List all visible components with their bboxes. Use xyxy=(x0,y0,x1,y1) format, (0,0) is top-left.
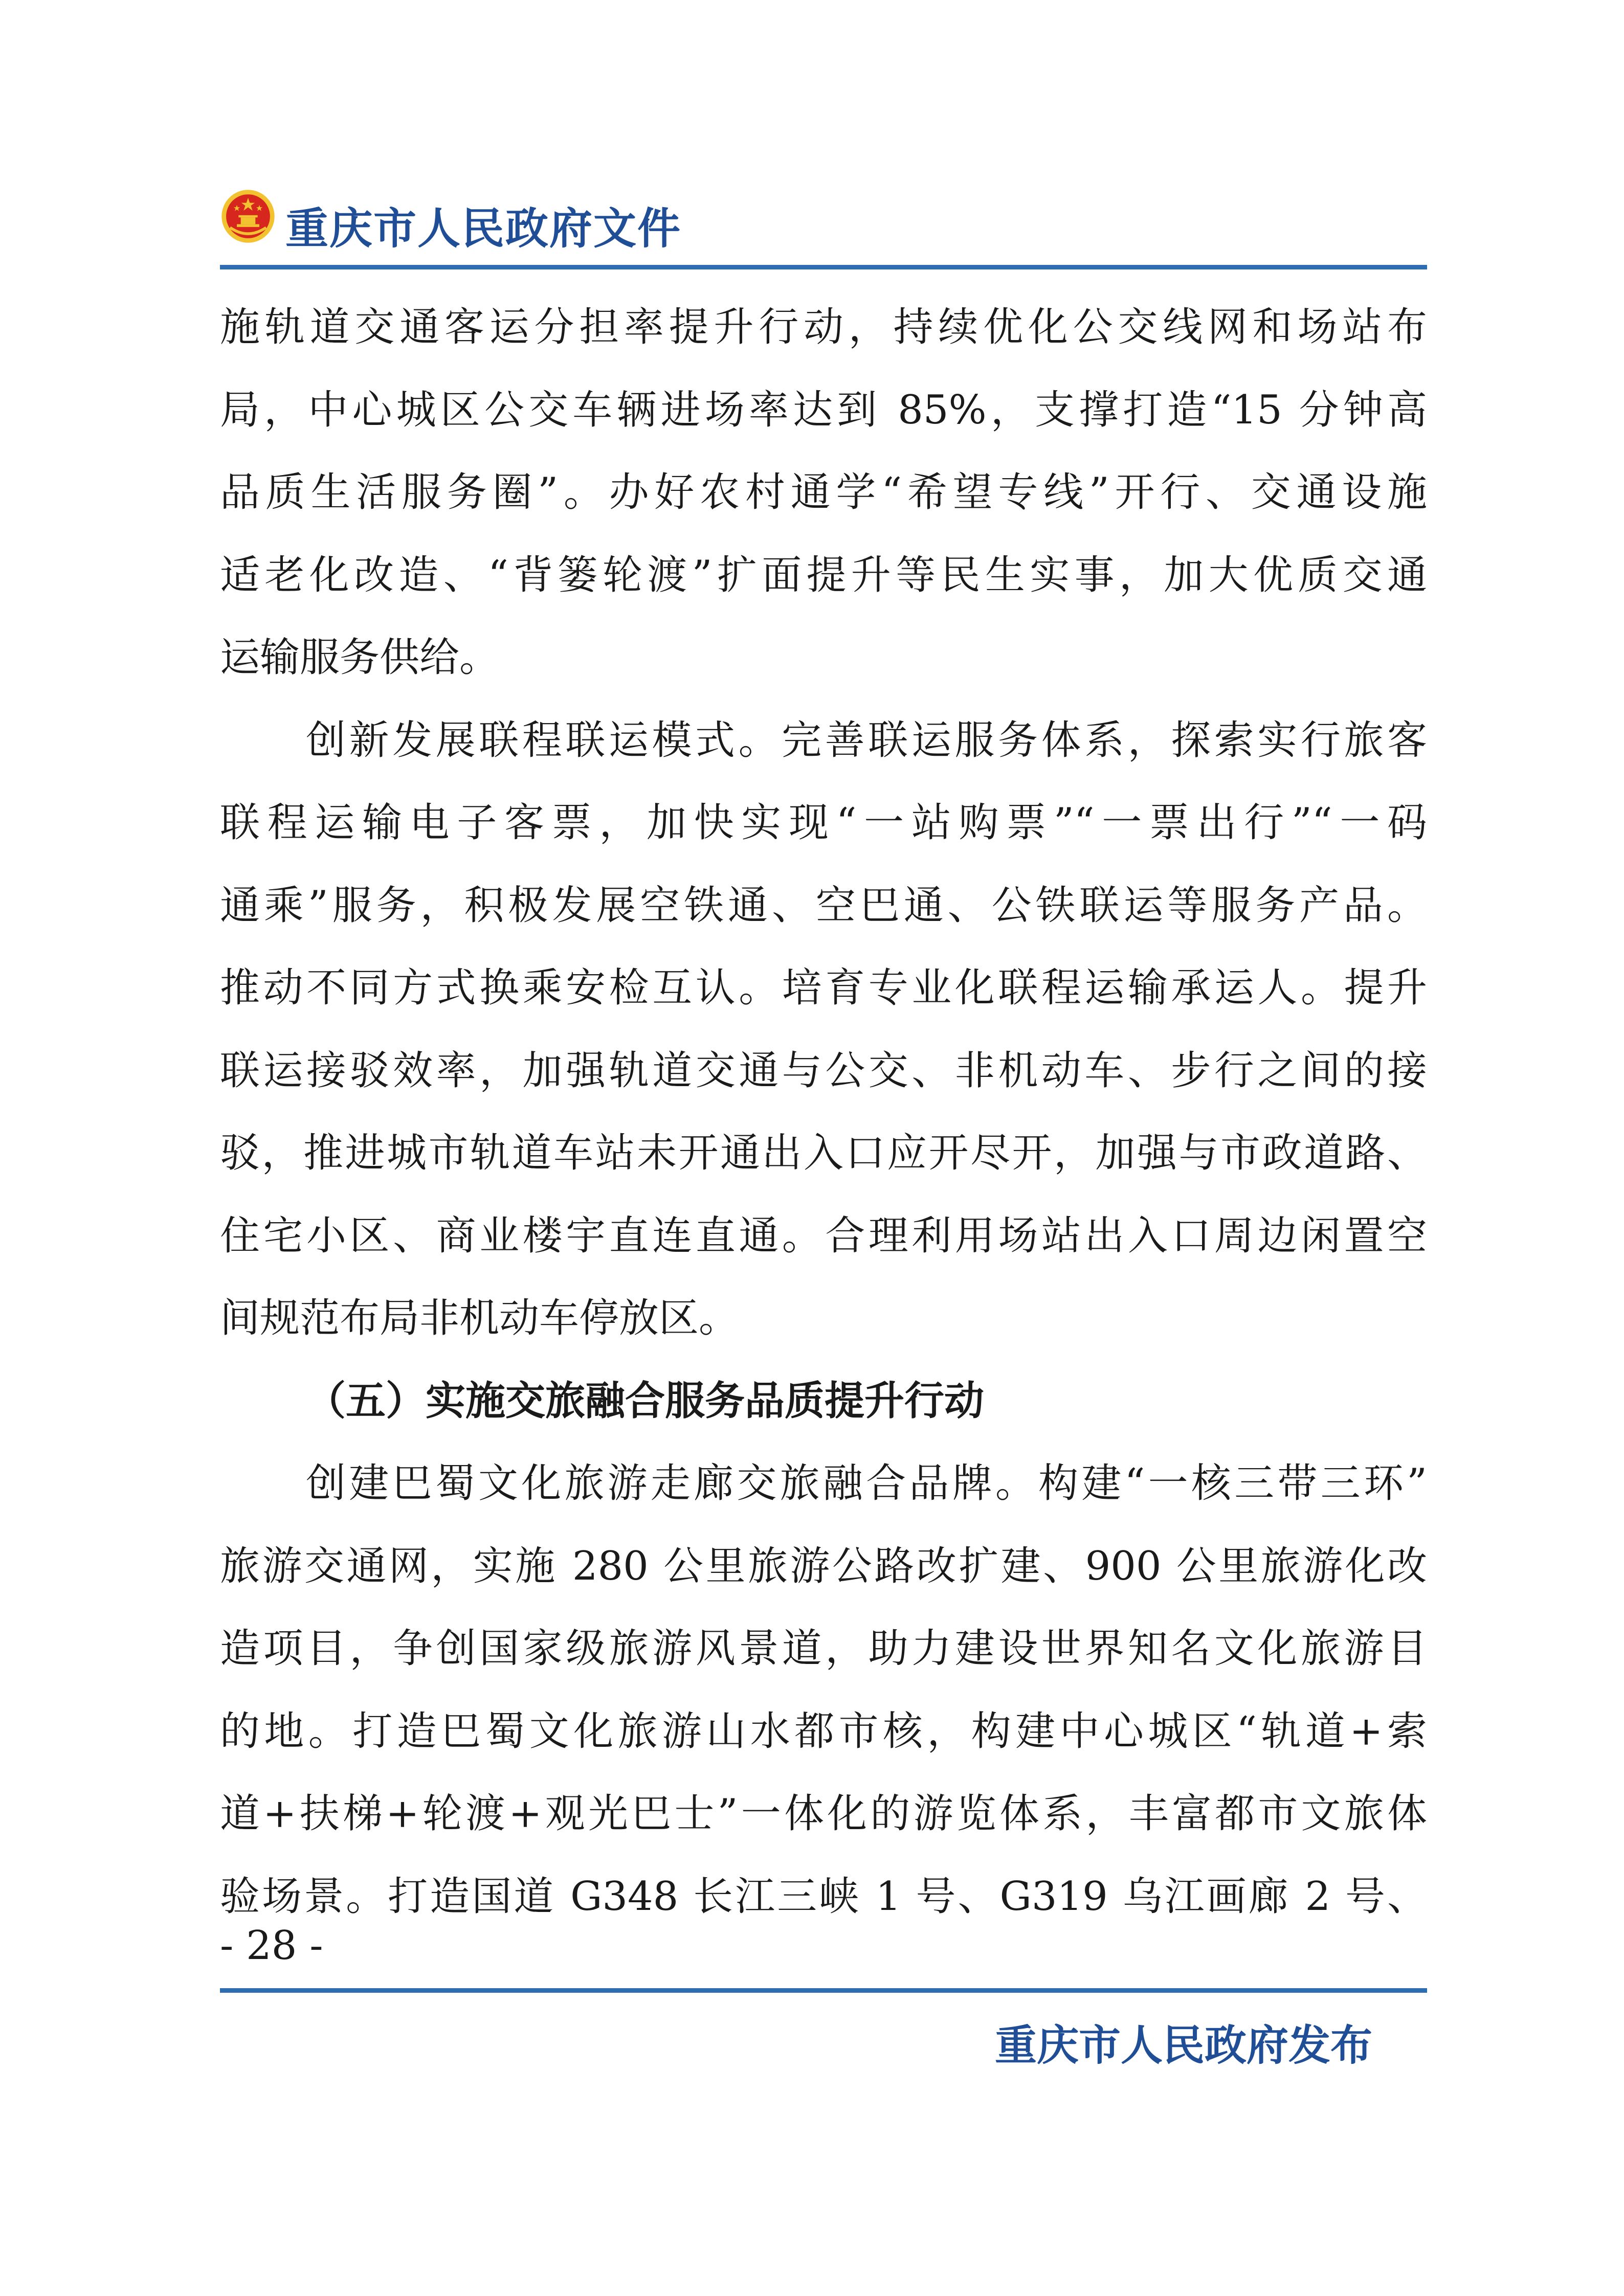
body-text-line: 间规范布局非机动车停放区。 xyxy=(220,1295,739,1341)
body-text-line: 住宅小区、商业楼宇直连直通。合理利用场站出入口周边闲置空 xyxy=(220,1212,1427,1259)
body-text-line: 验场景。打造国道 G348 长江三峡 1 号、G319 乌江画廊 2 号、 xyxy=(220,1873,1427,1920)
body-text-line: 道+扶梯+轮渡+观光巴士”一体化的游览体系，丰富都市文旅体 xyxy=(220,1791,1427,1837)
body-text-line: 创建巴蜀文化旅游走廊交旅融合品牌。构建“一核三带三环” xyxy=(306,1460,1427,1506)
body-text-line: 局，中心城区公交车辆进场率达到 85%，支撑打造“15 分钟高 xyxy=(220,387,1427,433)
document-body xyxy=(220,286,1427,1938)
body-text-line: 造项目，争创国家级旅游风景道，助力建设世界知名文化旅游目 xyxy=(220,1626,1427,1672)
body-text-line: 通乘”服务，积极发展空铁通、空巴通、公铁联运等服务产品。 xyxy=(220,882,1427,929)
header-title: 重庆市人民政府文件 xyxy=(285,204,682,254)
header-divider xyxy=(220,265,1427,269)
body-text-line: 运输服务供给。 xyxy=(220,635,500,681)
body-text-line: 旅游交通网，实施 280 公里旅游公路改扩建、900 公里旅游化改 xyxy=(220,1543,1427,1589)
body-text-line: 联运接驳效率，加强轨道交通与公交、非机动车、步行之间的接 xyxy=(220,1047,1427,1094)
body-text-line: 驳，推进城市轨道车站未开通出入口应开尽开，加强与市政道路、 xyxy=(220,1130,1427,1176)
page-number: - 28 - xyxy=(220,1923,323,1969)
section-heading: （五）实施交旅融合服务品质提升行动 xyxy=(306,1378,985,1424)
body-text-line: 联程运输电子客票，加快实现“一站购票”“一票出行”“一码 xyxy=(220,800,1427,846)
body-text-line: 适老化改造、“背篓轮渡”扩面提升等民生实事，加大优质交通 xyxy=(220,552,1427,598)
document-header xyxy=(220,179,1427,254)
national-emblem-icon xyxy=(220,188,276,244)
body-text-line: 品质生活服务圈”。办好农村通学“希望专线”开行、交通设施 xyxy=(220,469,1427,515)
body-text-line: 的地。打造巴蜀文化旅游山水都市核，构建中心城区“轨道+索 xyxy=(220,1708,1427,1754)
footer-divider xyxy=(220,1988,1427,1993)
body-text-line: 推动不同方式换乘安检互认。培育专业化联程运输承运人。提升 xyxy=(220,965,1427,1011)
body-text-line: 施轨道交通客运分担率提升行动，持续优化公交线网和场站布 xyxy=(220,304,1427,350)
body-text-line: 创新发展联程联运模式。完善联运服务体系，探索实行旅客 xyxy=(306,717,1427,763)
footer-publisher: 重庆市人民政府发布 xyxy=(995,2021,1373,2070)
